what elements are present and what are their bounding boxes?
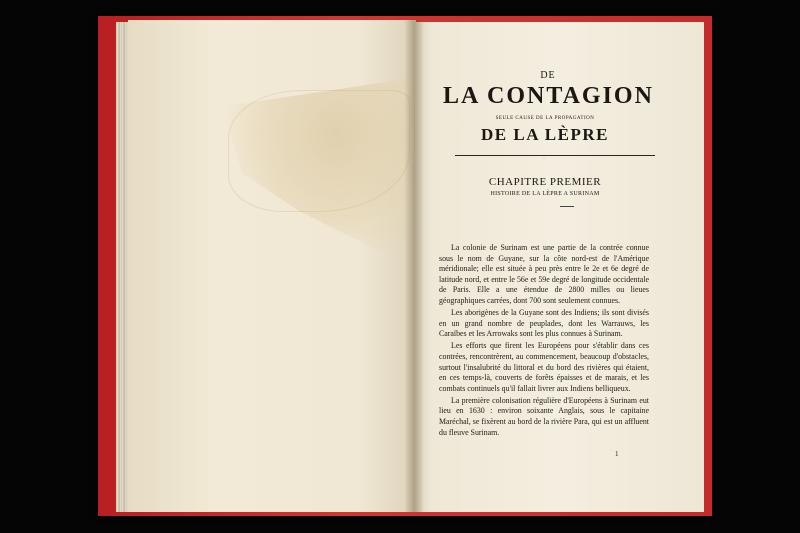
title-block	[433, 70, 654, 207]
book-gutter	[404, 20, 424, 512]
body-text	[439, 243, 649, 440]
chapter-title: CHAPITRE PREMIER	[488, 176, 602, 188]
heading-de: DE	[540, 70, 556, 81]
main-title: LA CONTAGION	[443, 83, 654, 109]
chapter-rule	[560, 206, 574, 207]
paragraph: La première colonisation régulière d'Européens à Surinam eut lieu en 1630 : environ soixante Anglais, sous le capitaine Maréchal, se fixèrent au bord de la rivière Para, qui est un affluent du fleuve Surinam.	[439, 395, 649, 437]
paragraph: Les aborigènes de la Guyane sont des Indiens; ils sont divisés en un grand nombre de peuplades, dont les Warrauws, les Caraïbes et les Arrowaks sont les plus connues à Surinam.	[439, 308, 649, 339]
rule-ornament: ·	[543, 156, 545, 162]
paragraph: La colonie de Surinam est une partie de la contrée connue sous le nom de Guyane, sur la côte nord-est de l'Amérique méridionale; elle est située à peu près entre le 2e et 6e degré de latitude nord, et entre le 56e et 59e degré de longitude occidentale de Paris. Elle a une étendue de 2800 milles ou lieues géographiques carrées, dont 700 sont seulement connues.	[439, 243, 649, 305]
title-subtitle: SEULE CAUSE DE LA PROPAGATION	[495, 116, 595, 121]
page-number: 1	[615, 450, 619, 458]
paragraph: Les efforts que firent les Européens pour s'établir dans ces contrées, rencontrèrent, au commencement, beaucoup d'obstacles, surtout l'insalubrité du littoral et du bord des rivières qui étaient, en ces temps-là, couverts de forêts épaisses et de marais, et les combats continuels qu'il fallait livrer aux Indiens belliqueux.	[439, 341, 649, 393]
left-page	[128, 20, 416, 512]
chapter-subtitle: HISTOIRE DE LA LÈPRE A SURINAM	[490, 191, 600, 197]
secondary-title: DE LA LÈPRE	[481, 125, 609, 144]
water-stain-outline	[228, 90, 410, 212]
